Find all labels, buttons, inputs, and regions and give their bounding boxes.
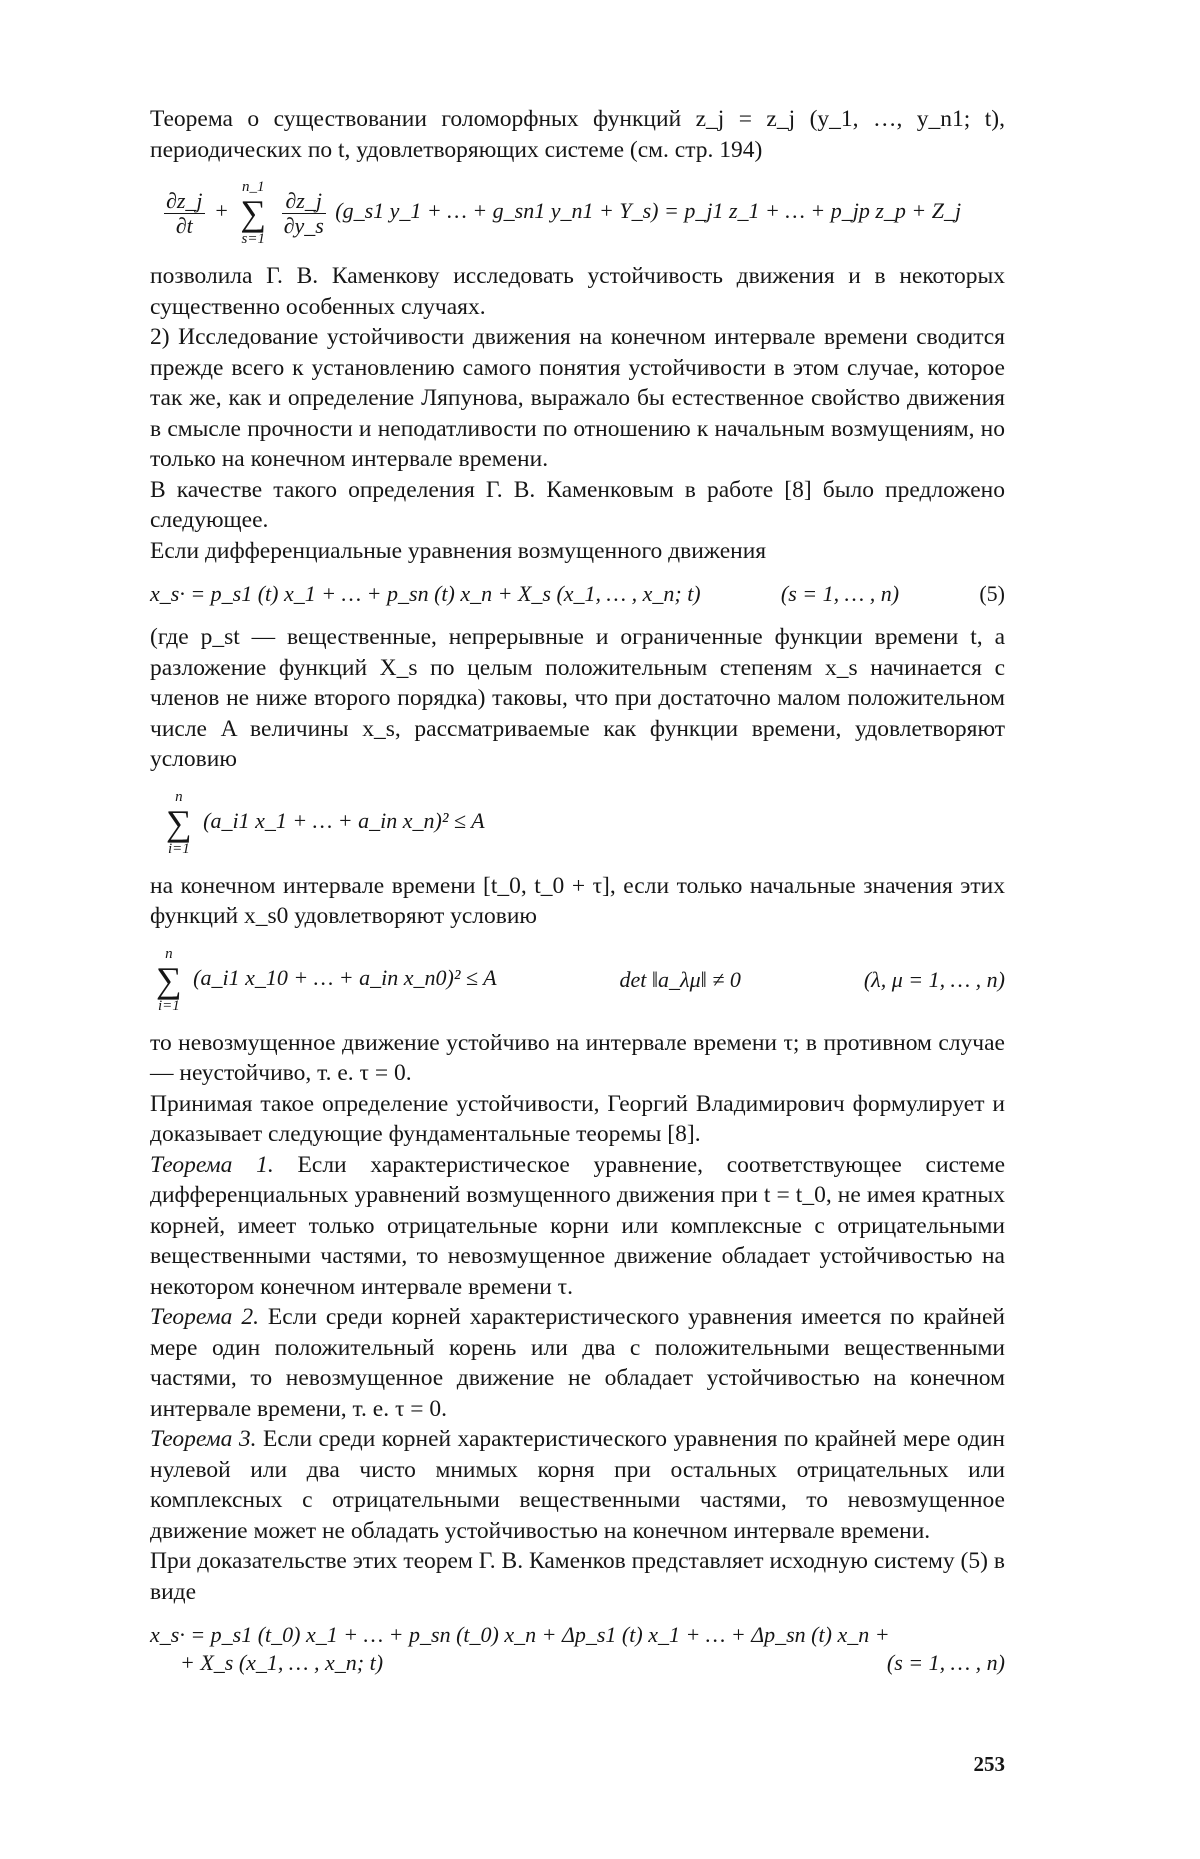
paragraph-if-equations: Если дифференциальные уравнения возмущенного движения (150, 537, 767, 564)
paragraph-proof-system: При доказательстве этих теорем Г. В. Каменков представляет исходную систему (5) в виде (150, 1548, 1005, 1605)
paragraph-kamenkov-special: позволила Г. В. Каменкову исследовать устойчивость движения и в некоторых существенно особенных случаях. (150, 263, 1005, 320)
sum-symbol: n_1 ∑ s=1 (240, 179, 267, 247)
equation-partial-system: $\frac{\partial z\_j}{\partial t}$ + n_1 ∑ s=1 $\frac{\partial z\_j}{\partial y\_s}$ (g_s1 y_1 + … + g_sn1 y_n1 + Y_s) = p_j1 z_1 + … + p_jp z_p + Z_j (166, 179, 962, 247)
sum-symbol: n ∑ i=1 (166, 788, 192, 857)
paragraph-definition: В качестве такого определения Г. В. Каменковым в работе [8] было предложено следующее. (150, 476, 1005, 533)
paragraph-finite-interval: 2) Исследование устойчивости движения на конечном интервале времени сводится прежде всего к установлению самого понятия устойчивости в этом случае, которое так же, как и определение Ляпунова, выражало бы естественное свойство движения в смысле прочности и неподатливости по отношению к начальным возмущениям, но только на конечном интервале времени. (150, 324, 1005, 472)
page-number: 253 (973, 1752, 1005, 1776)
equation-system-rewritten: x_s· = p_s1 (t_0) x_1 + … + p_sn (t_0) x_n + Δp_s1 (t) x_1 + … + Δp_sn (t) x_n + + X_s (x_1, … , x_n; t) (s = 1, … , n) (150, 1622, 1005, 1675)
paragraph-on-interval: на конечном интервале времени [t_0, t_0 + τ], если только начальные значения этих функций x_s0 удовлетворяют условию (150, 872, 1005, 929)
paragraph-theorem-1: Теорема 1. Если характеристическое уравнение, соответствующее системе дифференциальных уравнений возмущенного движения при t = t_0, не имея кратных корней, имеет только отрицательные корни или комплексные с отрицательными вещественными частями, то невозмущенное движение обладает устойчивостью на некотором конечном интервале времени τ. (150, 1151, 1005, 1300)
paragraph-theorem-2: Теорема 2. Если среди корней характеристического уравнения имеется по крайней мере один положительный корень или два с положительными вещественными частями, то невозмущенное движение не обладает устойчивостью на конечном интервале времени, т. е. τ = 0. (150, 1304, 1005, 1422)
paragraph-accepting: Принимая такое определение устойчивости, Георгий Владимирович формулирует и доказывает следующие фундаментальные теоремы [8]. (150, 1090, 1005, 1147)
paragraph-stable: то невозмущенное движение устойчиво на интервале времени τ; в противном случае — неустойчиво, т. е. τ = 0. (150, 1029, 1005, 1086)
equation-rhs: (g_s1 y_1 + … + g_sn1 y_n1 + Y_s) = p_j1 z_1 + … + p_jp z_p + Z_j (335, 198, 962, 224)
paragraph-where: (где p_st — вещественные, непрерывные и ограниченные функции времени t, а разложение функций X_s по целым положительным степеням x_s начинается с членов не ниже второго порядка) таковы, что при достаточно малом положительном числе A величины x_s, рассматриваемые как функции времени, удовлетворяют условию (150, 624, 1005, 772)
paragraph-theorem-3: Теорема 3. Если среди корней характеристического уравнения по крайней мере один нулевой или два чисто мнимых корня при остальных отрицательных или комплексных с отрицательными вещественными частями, то невозмущенное движение может не обладать устойчивостью на конечном интервале времени. (150, 1426, 1005, 1544)
equation-condition-a: n ∑ i=1 (a_i1 x_1 + … + a_in x_n)² ≤ A (166, 788, 485, 857)
equation-5: x_s· = p_s1 (t) x_1 + … + p_sn (t) x_n + X_s (x_1, … , x_n; t) (s = 1, … , n) (5) (150, 581, 1005, 606)
paragraph-theorem-intro: Теорема о существовании голоморфных функций z_j = z_j (y_1, …, y_n1; t), периодических по t, удовлетворяющих системе (см. стр. 194) (150, 106, 1005, 163)
sum-symbol: n ∑ i=1 (156, 945, 182, 1014)
equation-condition-initial: n ∑ i=1 (a_i1 x_10 + … + a_in x_n0)² ≤ A det ‖a_λμ‖ ≠ 0 (λ, μ = 1, … , n) (156, 945, 1005, 1014)
fraction-dz-dt: $\frac{\partial z\_j}{\partial t}$ (166, 187, 203, 238)
fraction-dz-dy: $\frac{\partial z\_j}{\partial y\_s}$ (283, 187, 324, 238)
equation-number: (5) (979, 581, 1005, 606)
